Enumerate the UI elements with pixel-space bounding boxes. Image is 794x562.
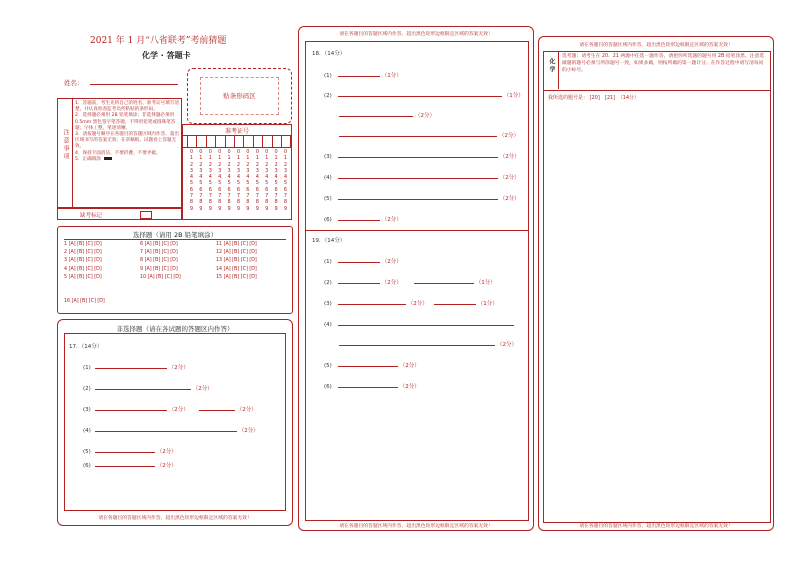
notice-item-4: 4．保持卡面清洁，不要折叠、不要弄破。 bbox=[75, 150, 161, 156]
absent-label: 缺考标记 bbox=[80, 213, 103, 219]
q17-p6-blank[interactable] bbox=[95, 460, 155, 467]
q17-p4-points: （2分） bbox=[238, 428, 259, 434]
ticket-label: 准考证号 bbox=[224, 128, 249, 135]
q17-p2-points: （2分） bbox=[192, 386, 213, 392]
ticket-digit-bubble[interactable]: 2 bbox=[218, 161, 222, 168]
ticket-digit-bubble[interactable]: 2 bbox=[208, 161, 212, 168]
ticket-digit-bubble[interactable]: 0 bbox=[283, 149, 288, 155]
ticket-digit-bubble[interactable]: 3 bbox=[255, 167, 259, 174]
ticket-digit-bubble[interactable]: 5 bbox=[283, 180, 288, 187]
q19-p1-blank[interactable] bbox=[338, 256, 380, 263]
mc-question-2[interactable]: 2 [A] [B] [C] [D] bbox=[64, 250, 102, 256]
mc-question-11[interactable]: 11 [A] [B] [C] [D] bbox=[216, 242, 257, 247]
ticket-digit-bubble[interactable]: 7 bbox=[255, 193, 259, 200]
q18-p2-label: (2) bbox=[324, 93, 332, 99]
ticket-digit-bubble[interactable]: 5 bbox=[208, 180, 212, 187]
ticket-digit-bubble[interactable]: 9 bbox=[208, 205, 212, 212]
mc-question-14[interactable]: 14 [A] [B] [C] [D] bbox=[216, 266, 257, 272]
ticket-number-grid bbox=[182, 124, 292, 220]
absent-mark-row bbox=[57, 208, 182, 220]
mc-question-1[interactable]: 1 [A] [B] [C] [D] bbox=[64, 242, 102, 247]
q19-p3-blank-b[interactable] bbox=[434, 298, 476, 305]
q18-p5-points: （2分） bbox=[499, 196, 520, 202]
q19-p1-points: （2分） bbox=[381, 259, 402, 265]
ticket-digit-bubble[interactable]: 6 bbox=[246, 186, 250, 193]
q17-p2-label: (2) bbox=[83, 386, 91, 392]
q17-p3-blank-b[interactable] bbox=[199, 404, 235, 411]
ticket-digit-bubble[interactable]: 1 bbox=[218, 155, 222, 162]
q19-title: 19．（14分） bbox=[312, 238, 346, 244]
q19-p2-blank-b[interactable] bbox=[414, 277, 474, 284]
ticket-digit-column[interactable] bbox=[225, 149, 234, 212]
ticket-digit-bubble[interactable]: 2 bbox=[236, 161, 241, 168]
ticket-digit-bubble[interactable]: 7 bbox=[208, 193, 212, 200]
ticket-digit-bubble[interactable]: 7 bbox=[236, 193, 241, 200]
ticket-digit-column[interactable] bbox=[243, 149, 252, 212]
ticket-digit-column[interactable] bbox=[281, 149, 290, 212]
ticket-digit-bubble[interactable]: 9 bbox=[265, 205, 269, 212]
ticket-digit-bubble[interactable]: 8 bbox=[189, 199, 194, 206]
ticket-digit-bubble[interactable]: 1 bbox=[246, 155, 250, 162]
absent-checkbox[interactable] bbox=[140, 211, 152, 219]
q18-p1-label: (1) bbox=[324, 73, 332, 79]
nonmc-title: 非选择题（请在各试题的答题区内作答） bbox=[116, 325, 234, 333]
q18-p3-blank[interactable] bbox=[338, 151, 498, 158]
q18-p5-label: (5) bbox=[324, 196, 332, 202]
ticket-digit-column[interactable] bbox=[253, 149, 262, 212]
ticket-digit-bubble[interactable]: 0 bbox=[199, 149, 203, 155]
ticket-digit-bubble[interactable]: 8 bbox=[265, 199, 269, 206]
ticket-digit-bubble[interactable]: 2 bbox=[283, 161, 288, 168]
ticket-digit-bubble[interactable]: 6 bbox=[283, 186, 288, 193]
ticket-digit-bubble[interactable]: 6 bbox=[189, 186, 194, 193]
barcode-label: 贴条形码区 bbox=[223, 92, 256, 100]
ticket-digit-bubble[interactable]: 4 bbox=[189, 174, 194, 181]
ticket-digit-bubble[interactable]: 9 bbox=[236, 205, 241, 212]
ticket-digit-bubble[interactable]: 4 bbox=[199, 174, 203, 181]
right-column bbox=[538, 36, 774, 531]
ticket-digit-bubble[interactable]: 8 bbox=[283, 199, 288, 206]
q18-p6-label: (6) bbox=[324, 217, 332, 223]
ticket-digit-bubble[interactable]: 0 bbox=[236, 149, 241, 155]
q18-p4-points: （2分） bbox=[499, 175, 520, 181]
q17-box bbox=[64, 333, 286, 511]
ticket-digit-bubble[interactable]: 1 bbox=[227, 155, 231, 162]
ticket-digit-column[interactable] bbox=[196, 149, 205, 212]
q17-p5-points: （2分） bbox=[156, 449, 177, 455]
middle-header: 请在各题目的答题区域内作答，超出黑色矩形边框限定区域的答案无效！ bbox=[339, 32, 493, 37]
ticket-digit-bubble[interactable]: 1 bbox=[283, 155, 288, 162]
q18-p1-blank[interactable] bbox=[338, 70, 380, 77]
elective-notice bbox=[544, 52, 770, 91]
mc-question-3[interactable]: 3 [A] [B] [C] [D] bbox=[64, 258, 102, 264]
q19-p1-label: (1) bbox=[324, 259, 332, 265]
ticket-digit-bubble[interactable]: 6 bbox=[236, 186, 241, 193]
q17-p4-label: (4) bbox=[83, 428, 91, 434]
q19-p2-points-b: （1分） bbox=[475, 280, 496, 286]
ticket-digit-bubble[interactable]: 3 bbox=[218, 167, 222, 174]
ticket-digit-bubble[interactable]: 9 bbox=[189, 205, 194, 212]
ticket-digit-bubble[interactable]: 2 bbox=[255, 161, 259, 168]
ticket-digit-bubble[interactable]: 9 bbox=[218, 205, 222, 212]
ticket-digit-bubble[interactable]: 8 bbox=[255, 199, 259, 206]
elective-subject-label: 化学 bbox=[548, 58, 555, 74]
elective-box bbox=[543, 51, 771, 523]
q19-p4-label: (4) bbox=[324, 322, 332, 328]
q19-p6-points: （2分） bbox=[399, 384, 420, 390]
q18-p4-blank[interactable] bbox=[338, 172, 498, 179]
ticket-digit-bubble[interactable]: 5 bbox=[246, 180, 250, 187]
ticket-digit-bubble[interactable]: 8 bbox=[199, 199, 203, 206]
ticket-digit-bubble[interactable]: 4 bbox=[236, 174, 241, 181]
left-footer: 请在各题目的答题区域内作答，超出黑色矩形边框限定区域的答案无效！ bbox=[98, 516, 252, 521]
q17-p6-points: （2分） bbox=[156, 463, 177, 469]
q19-p3-points-b: （1分） bbox=[477, 301, 498, 307]
q18-p2-blank-b[interactable] bbox=[339, 110, 413, 117]
name-label: 姓名： bbox=[64, 79, 84, 87]
ticket-digit-bubble[interactable]: 1 bbox=[236, 155, 241, 162]
mc-question-9[interactable]: 9 [A] [B] [C] [D] bbox=[140, 266, 178, 272]
q19-p4-blank-a[interactable] bbox=[338, 319, 514, 326]
ticket-digit-bubble[interactable]: 9 bbox=[283, 205, 288, 212]
mc-question-7[interactable]: 7 [A] [B] [C] [D] bbox=[140, 250, 178, 256]
q19-p3-label: (3) bbox=[324, 301, 332, 307]
ticket-digit-column[interactable] bbox=[262, 149, 271, 212]
q17-p5-label: (5) bbox=[83, 449, 91, 455]
right-footer: 请在各题目的答题区域内作答，超出黑色矩形边框限定区域的答案无效！ bbox=[579, 524, 733, 529]
ticket-digit-column[interactable] bbox=[187, 149, 196, 212]
ticket-digit-bubble[interactable]: 8 bbox=[236, 199, 241, 206]
q19-p2-points-a: （2分） bbox=[381, 280, 402, 286]
ticket-digit-bubble[interactable]: 9 bbox=[255, 205, 259, 212]
ticket-digit-bubble[interactable]: 1 bbox=[208, 155, 212, 162]
q18-p6-blank[interactable] bbox=[338, 214, 380, 221]
q17-p1-blank[interactable] bbox=[95, 362, 167, 369]
ticket-digit-bubble[interactable]: 4 bbox=[255, 174, 259, 181]
ticket-digit-bubble[interactable]: 8 bbox=[227, 199, 231, 206]
ticket-digit-bubble[interactable]: 6 bbox=[218, 186, 222, 193]
ticket-digit-bubble[interactable]: 5 bbox=[274, 180, 278, 187]
ticket-digit-bubble[interactable]: 9 bbox=[246, 205, 250, 212]
ticket-digit-bubble[interactable]: 7 bbox=[227, 193, 231, 200]
ticket-digit-bubble[interactable]: 5 bbox=[189, 180, 194, 187]
chosen-label: 我所选的题号是： bbox=[548, 95, 589, 101]
nonmc-section bbox=[57, 319, 293, 526]
ticket-digit-bubble[interactable]: 3 bbox=[227, 167, 231, 174]
notice-box bbox=[57, 98, 182, 208]
ticket-digit-bubble[interactable]: 5 bbox=[227, 180, 231, 187]
q18-p3-points: （2分） bbox=[499, 154, 520, 160]
mc-question-5[interactable]: 5 [A] [B] [C] [D] bbox=[64, 274, 102, 280]
ticket-digit-bubble[interactable]: 4 bbox=[265, 174, 269, 181]
q17-p2-blank[interactable] bbox=[95, 383, 191, 390]
ticket-digit-column[interactable] bbox=[234, 149, 243, 212]
ticket-digit-bubble[interactable]: 1 bbox=[189, 155, 194, 162]
mc-question-4[interactable]: 4 [A] [B] [C] [D] bbox=[64, 266, 102, 272]
ticket-digit-bubble[interactable]: 3 bbox=[189, 167, 194, 174]
q19-p5-blank[interactable] bbox=[338, 360, 398, 367]
ticket-digit-bubble[interactable]: 3 bbox=[236, 167, 241, 174]
q17-p3-blank-a[interactable] bbox=[95, 404, 167, 411]
ticket-digit-bubble[interactable]: 7 bbox=[189, 193, 194, 200]
ticket-digit-bubble[interactable]: 8 bbox=[274, 199, 278, 206]
mc-question-15[interactable]: 15 [A] [B] [C] [D] bbox=[216, 274, 257, 280]
mc-question-6[interactable]: 6 [A] [B] [C] [D] bbox=[140, 242, 178, 247]
ticket-digit-bubble[interactable]: 6 bbox=[199, 186, 203, 193]
filled-sample-icon bbox=[104, 157, 112, 160]
ticket-digit-bubble[interactable]: 7 bbox=[199, 193, 203, 200]
ticket-digit-bubble[interactable]: 1 bbox=[255, 155, 259, 162]
ticket-digit-bubble[interactable]: 1 bbox=[199, 155, 203, 162]
elective-instructions: 选考题：请考生在 20、21 两题中任选一题作答，请把你所选题的题号用 2B 铅笔涂黑。注意选做题的题号必须与所涂题号一致，如果多做，则按所做的第一题计分。在作答过程中请写清每问的小标号。 bbox=[562, 54, 765, 73]
ticket-digit-bubble[interactable]: 0 bbox=[208, 149, 212, 155]
q19-p4-points: （2分） bbox=[497, 342, 517, 348]
exam-subtitle: 化学 · 答题卡 bbox=[142, 51, 191, 60]
q18-p2-points-c: （2分） bbox=[499, 133, 519, 139]
ticket-digit-bubble[interactable]: 0 bbox=[218, 149, 222, 155]
mc-question-8[interactable]: 8 [A] [B] [C] [D] bbox=[140, 258, 178, 264]
q19-p2-label: (2) bbox=[324, 280, 332, 286]
q17-p5-blank[interactable] bbox=[95, 446, 155, 453]
q17-p4-blank[interactable] bbox=[95, 425, 237, 432]
q17-p3-points-a: （2分） bbox=[168, 407, 189, 413]
ticket-digit-column[interactable] bbox=[215, 149, 224, 212]
mc-question-13[interactable]: 13 [A] [B] [C] [D] bbox=[216, 258, 257, 264]
q19-p3-points-a: （2分） bbox=[407, 301, 428, 307]
q17-title: 17．（14分） bbox=[69, 344, 103, 350]
barcode-area bbox=[187, 68, 292, 124]
ticket-digit-bubble[interactable]: 5 bbox=[199, 180, 203, 187]
notice-label: 注意事项 bbox=[58, 99, 73, 207]
q17-p1-label: (1) bbox=[83, 365, 91, 371]
ticket-digit-bubble[interactable]: 0 bbox=[189, 149, 194, 155]
ticket-digit-bubble[interactable]: 0 bbox=[265, 149, 269, 155]
notice-item-2: 2．选择题必须用 2B 铅笔填涂；非选择题必须用 0.5mm 黑色签字笔答题，不得用铅笔或圆珠笔答题；字体工整、笔迹清晰。 bbox=[75, 113, 176, 131]
ticket-digit-bubble[interactable]: 5 bbox=[218, 180, 222, 187]
name-field[interactable] bbox=[90, 84, 178, 85]
ticket-digit-bubble[interactable]: 3 bbox=[283, 167, 288, 174]
right-header: 请在各题目的答题区域内作答，超出黑色矩形边框限定区域的答案无效！ bbox=[579, 43, 733, 48]
q17-p3-points-b: （2分） bbox=[236, 407, 257, 413]
ticket-digit-bubble[interactable]: 7 bbox=[246, 193, 250, 200]
ticket-digit-bubble[interactable]: 7 bbox=[265, 193, 269, 200]
ticket-digit-bubble[interactable]: 0 bbox=[255, 149, 259, 155]
ticket-digit-bubble[interactable]: 4 bbox=[246, 174, 250, 181]
ticket-digit-bubble[interactable]: 9 bbox=[274, 205, 278, 212]
chosen-row bbox=[548, 94, 639, 101]
mc-title: 选择题（请用 2B 铅笔填涂） bbox=[132, 231, 218, 239]
ticket-digit-bubble[interactable]: 6 bbox=[227, 186, 231, 193]
q17-p3-label: (3) bbox=[83, 407, 91, 413]
ticket-digit-bubble[interactable]: 9 bbox=[227, 205, 231, 212]
q18-p2-points-a: （1分） bbox=[503, 93, 524, 99]
mc-question-12[interactable]: 12 [A] [B] [C] [D] bbox=[216, 250, 257, 256]
ticket-digit-bubble[interactable]: 3 bbox=[246, 167, 250, 174]
mc-question-16[interactable]: 16 [A] [B] [C] [D] bbox=[64, 299, 105, 305]
ticket-digit-bubble[interactable]: 7 bbox=[274, 193, 278, 200]
ticket-digit-bubble[interactable]: 8 bbox=[208, 199, 212, 206]
ticket-digit-bubble[interactable]: 2 bbox=[199, 161, 203, 168]
mc-question-10[interactable]: 10 [A] [B] [C] [D] bbox=[140, 274, 181, 280]
ticket-digit-bubble[interactable]: 5 bbox=[265, 180, 269, 187]
q19-p4-blank-b[interactable] bbox=[339, 339, 495, 346]
ticket-digit-bubble[interactable]: 4 bbox=[283, 174, 288, 181]
ticket-digit-bubble[interactable]: 8 bbox=[246, 199, 250, 206]
q18-title: 18．（14分） bbox=[312, 51, 346, 57]
ticket-digit-bubble[interactable]: 3 bbox=[208, 167, 212, 174]
ticket-digit-bubble[interactable]: 4 bbox=[274, 174, 278, 181]
ticket-digit-bubble[interactable]: 4 bbox=[208, 174, 212, 181]
q18-p3-label: (3) bbox=[324, 154, 332, 160]
q19-p3-blank-a[interactable] bbox=[338, 298, 406, 305]
ticket-digit-bubble[interactable]: 3 bbox=[265, 167, 269, 174]
ticket-digit-bubble[interactable]: 6 bbox=[255, 186, 259, 193]
ticket-digit-bubble[interactable]: 2 bbox=[246, 161, 250, 168]
ticket-digit-bubble[interactable]: 2 bbox=[274, 161, 278, 168]
notice-item-3: 3．请按题号顺序在各题目的答题区域内作答，超出区域书写的答案无效；在草稿纸、试题卷上答题无效。 bbox=[75, 132, 179, 150]
ticket-digit-bubble[interactable]: 1 bbox=[274, 155, 278, 162]
ticket-digit-bubble[interactable]: 0 bbox=[274, 149, 278, 155]
ticket-digit-bubble[interactable]: 9 bbox=[199, 205, 203, 212]
ticket-digit-bubble[interactable]: 5 bbox=[236, 180, 241, 187]
ticket-digit-bubble[interactable]: 5 bbox=[255, 180, 259, 187]
ticket-digit-bubble[interactable]: 3 bbox=[274, 167, 278, 174]
ticket-digit-bubble[interactable]: 7 bbox=[283, 193, 288, 200]
ticket-digit-bubble[interactable]: 0 bbox=[227, 149, 231, 155]
notice-item-1: 1．答题前，考生先将自己的姓名、准考证号填写清楚，并认真检查监考员所粘贴的条形码。 bbox=[75, 101, 179, 113]
middle-footer: 请在各题目的答题区域内作答，超出黑色矩形边框限定区域的答案无效！ bbox=[339, 524, 493, 529]
q18-p6-points: （2分） bbox=[381, 217, 402, 223]
q18-p2-blank-c[interactable] bbox=[339, 130, 497, 137]
q18-19-box bbox=[305, 41, 529, 521]
ticket-digit-column[interactable] bbox=[206, 149, 215, 212]
ticket-digit-bubble[interactable]: 4 bbox=[218, 174, 222, 181]
ticket-digit-bubble[interactable]: 6 bbox=[208, 186, 212, 193]
ticket-digit-bubble[interactable]: 2 bbox=[227, 161, 231, 168]
ticket-digit-bubble[interactable]: 0 bbox=[246, 149, 250, 155]
q19-p5-label: (5) bbox=[324, 363, 332, 369]
q19-p6-blank[interactable] bbox=[338, 381, 398, 388]
ticket-digit-bubble[interactable]: 1 bbox=[265, 155, 269, 162]
ticket-digit-bubble[interactable]: 6 bbox=[265, 186, 269, 193]
ticket-digit-column[interactable] bbox=[272, 149, 281, 212]
exam-title: 2021 年 1 月“八省联考”考前猜题 bbox=[90, 36, 227, 46]
q17-p6-label: (6) bbox=[83, 463, 91, 469]
ticket-digit-bubble[interactable]: 7 bbox=[218, 193, 222, 200]
mc-section bbox=[57, 226, 293, 314]
ticket-digit-bubble[interactable]: 8 bbox=[218, 199, 222, 206]
middle-column bbox=[298, 26, 534, 531]
notice-item-5: 5．正确填涂 bbox=[75, 156, 101, 162]
ticket-digit-bubble[interactable]: 2 bbox=[189, 161, 194, 168]
ticket-digit-bubble[interactable]: 3 bbox=[199, 167, 203, 174]
q19-p6-label: (6) bbox=[324, 384, 332, 390]
q19-p5-points: （2分） bbox=[399, 363, 420, 369]
ticket-digit-bubble[interactable]: 6 bbox=[274, 186, 278, 193]
q18-p5-blank[interactable] bbox=[338, 193, 498, 200]
q17-p1-points: （2分） bbox=[168, 365, 189, 371]
q18-p2-blank-a[interactable] bbox=[338, 90, 502, 97]
ticket-digit-bubble[interactable]: 4 bbox=[227, 174, 231, 181]
q19-p2-blank-a[interactable] bbox=[338, 277, 380, 284]
q18-p1-points: （1分） bbox=[381, 73, 402, 79]
q18-p4-label: (4) bbox=[324, 175, 332, 181]
q18-p2-points-b: （2分） bbox=[415, 113, 435, 119]
chosen-options[interactable]: [20] [21] （14分） bbox=[589, 95, 639, 101]
ticket-digit-bubble[interactable]: 2 bbox=[265, 161, 269, 168]
